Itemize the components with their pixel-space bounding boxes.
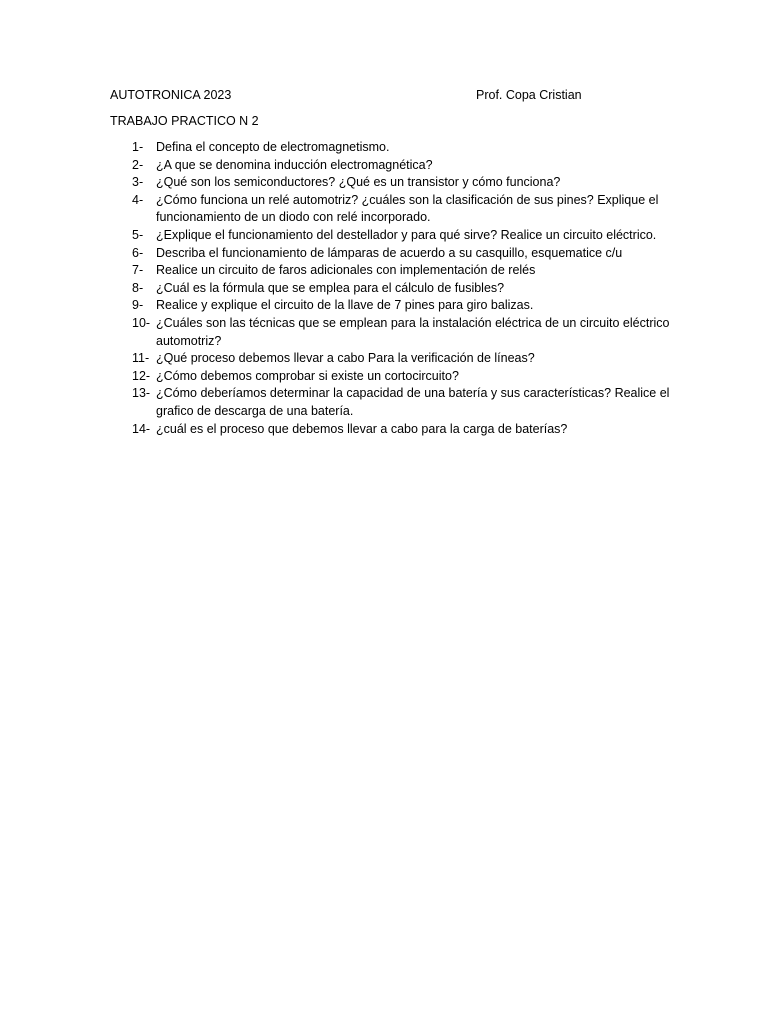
question-item [110,315,670,350]
question-number: 4- [132,192,144,207]
question-item [110,139,670,157]
question-item [110,245,670,263]
question-number: 8- [132,280,144,295]
document-header [110,86,670,104]
question-text: Describa el funcionamiento de lámparas de acuerdo a su casquillo, esquematice c/u [156,245,623,260]
question-item [110,421,670,439]
course-title: AUTOTRONICA 2023 [110,88,232,102]
question-text: ¿Cuáles son las técnicas que se emplean para la instalación eléctrica de un circuito eléctrico automotriz? [156,315,670,348]
professor-name: Prof. Copa Cristian [476,88,582,102]
question-text: ¿Explique el funcionamiento del destellador y para qué sirve? Realice un circuito eléctrico. [156,227,657,242]
question-number: 1- [132,140,144,154]
question-text: ¿cuál es el proceso que debemos llevar a cabo para la carga de baterías? [156,421,568,436]
question-text: ¿Qué son los semiconductores? ¿Qué es un transistor y cómo funciona? [156,175,561,190]
assignment-title: TRABAJO PRACTICO N 2 [110,114,259,128]
question-number: 11- [132,351,150,366]
question-number: 12- [132,368,151,383]
question-item [110,280,670,298]
question-number: 5- [132,227,144,242]
question-item [110,297,670,315]
question-text: ¿Cuál es la fórmula que se emplea para el cálculo de fusibles? [156,280,505,295]
question-item [110,368,670,386]
question-item [110,192,670,227]
question-number: 2- [132,157,144,172]
question-item [110,385,670,420]
question-list [110,139,670,438]
question-number: 14- [132,421,151,436]
question-text: ¿Qué proceso debemos llevar a cabo Para la verificación de líneas? [156,351,535,366]
question-text: ¿Cómo funciona un relé automotriz? ¿cuáles son la clasificación de sus pines? Explique el funcionamiento de un diodo con relé incorporado. [156,192,659,225]
question-item [110,262,670,280]
question-text: ¿Cómo debemos comprobar si existe un cortocircuito? [156,368,459,383]
question-text: Realice un circuito de faros adicionales con implementación de relés [156,263,536,278]
question-number: 10- [132,315,151,330]
question-number: 3- [132,175,144,190]
question-item [110,350,670,368]
question-text: Defina el concepto de electromagnetismo. [156,140,390,154]
question-item [110,174,670,192]
question-number: 13- [132,386,151,401]
question-item [110,157,670,175]
question-text: ¿A que se denomina inducción electromagnética? [156,157,433,172]
question-number: 7- [132,263,144,278]
question-item [110,227,670,245]
question-number: 6- [132,245,144,260]
question-number: 9- [132,298,144,313]
question-text: Realice y explique el circuito de la llave de 7 pines para giro balizas. [156,298,534,313]
question-text: ¿Cómo deberíamos determinar la capacidad de una batería y sus características? Realice el grafico de descarga de una batería. [156,386,670,418]
